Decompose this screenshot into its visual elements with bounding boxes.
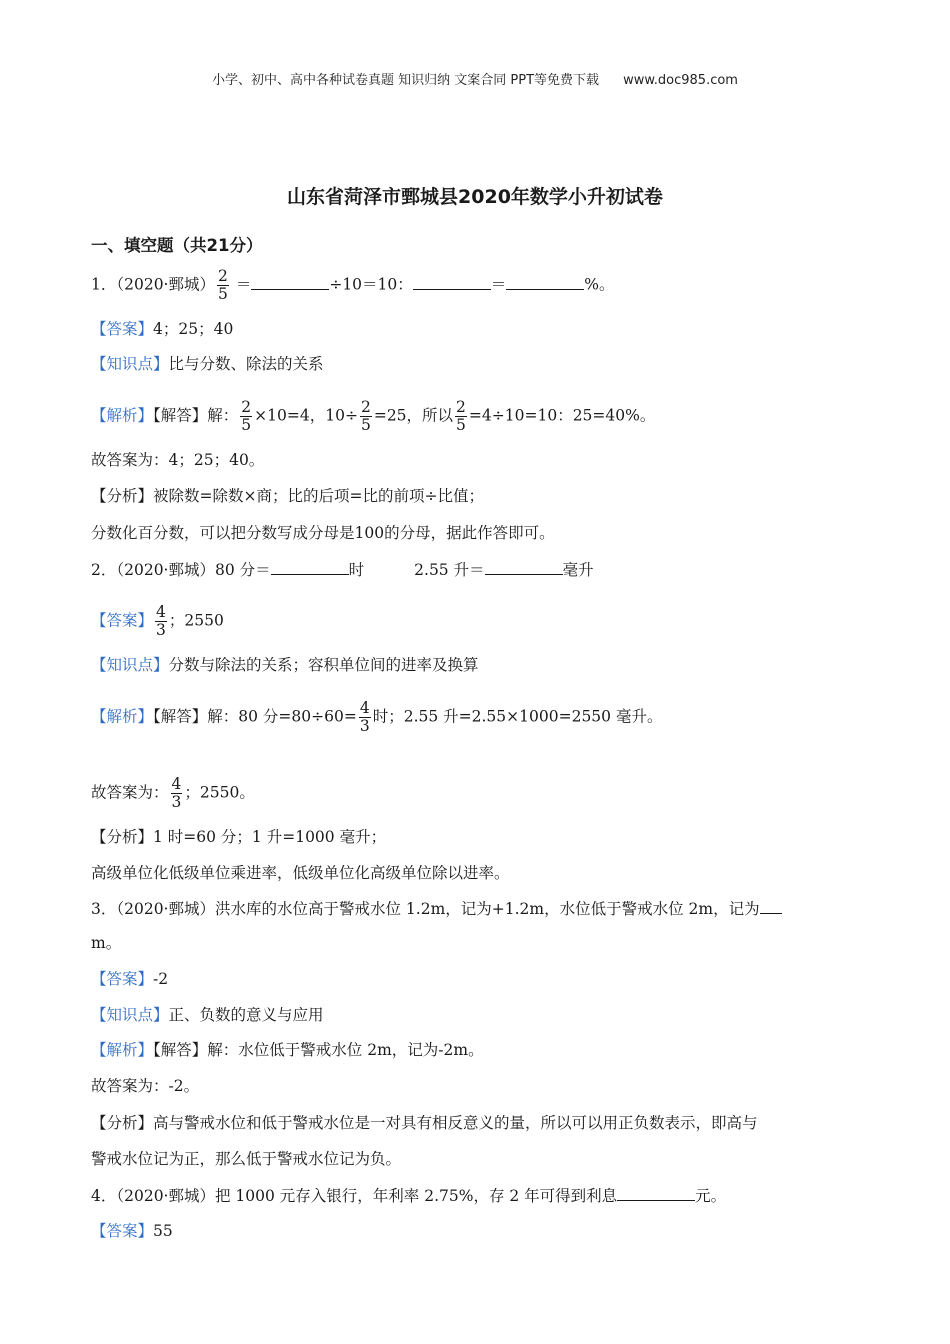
q2-answer: 【答案】 $\frac{4}{3}$ ；2550 xyxy=(91,603,224,639)
question-1: 1．（2020·鄄城） $\frac{2}{5}$ ＝ ÷10＝10： ＝ %。 xyxy=(91,267,615,303)
header-url[interactable]: www.doc985.com xyxy=(623,73,738,88)
q2-analysis-2: 高级单位化低级单位乘进率，低级单位化高级单位除以进率。 xyxy=(91,864,510,882)
q1-analysis-2: 分数化百分数，可以把分数写成分母是100的分母，据此作答即可。 xyxy=(91,524,555,542)
q3-final: 故答案为：-2。 xyxy=(91,1077,200,1095)
fraction: $\frac{2}{5}$ xyxy=(360,398,371,434)
q2-knowledge: 【知识点】分数与除法的关系；容积单位间的进率及换算 xyxy=(91,656,479,674)
q1-analysis-1: 【分析】被除数=除数×商；比的后项=比的前项÷比值； xyxy=(91,487,484,505)
q1-prefix: 1．（2020·鄄城） xyxy=(91,275,215,294)
blank[interactable] xyxy=(251,273,329,290)
q1-knowledge: 【知识点】比与分数、除法的关系 xyxy=(91,355,324,373)
blank[interactable] xyxy=(413,273,491,290)
q3-cont: m。 xyxy=(91,934,122,952)
q3-knowledge: 【知识点】正、负数的意义与应用 xyxy=(91,1006,324,1024)
q3-analysis-1: 【分析】高与警戒水位和低于警戒水位是一对具有相反意义的量，所以可以用正负数表示，即高与 xyxy=(91,1114,758,1132)
fraction: $\frac{4}{3}$ xyxy=(171,775,182,811)
q2-analysis-1: 【分析】1 时=60 分；1 升=1000 毫升； xyxy=(91,828,387,846)
fraction: $\frac{4}{3}$ xyxy=(359,699,370,735)
blank[interactable] xyxy=(485,558,563,575)
question-4: 4．（2020·鄄城）把 1000 元存入银行，年利率 2.75%，存 2 年可得到利息 元。 xyxy=(91,1184,890,1207)
section-heading: 一、填空题（共21分） xyxy=(91,236,263,255)
page-header xyxy=(0,69,950,88)
header-text: 小学、初中、高中各种试卷真题 知识归纳 文案合同 PPT等免费下载 xyxy=(212,73,600,88)
question-2: 2．（2020·鄄城）80 分＝ 时 2.55 升＝ 毫升 xyxy=(91,558,890,581)
q3-solution: 【解析】【解答】解：水位低于警戒水位 2m，记为-2m。 xyxy=(91,1041,484,1059)
q3-analysis-2: 警戒水位记为正，那么低于警戒水位记为负。 xyxy=(91,1150,402,1168)
q1-fraction: $\frac{2}{5}$ xyxy=(218,267,228,303)
q2-solution: 【解析】【解答】解：80 分=80÷60= $\frac{4}{3}$ 时；2.55 升=2.55×1000=2550 毫升。 xyxy=(91,699,663,735)
fraction: $\frac{2}{5}$ xyxy=(456,398,466,434)
fraction: $\frac{4}{3}$ xyxy=(156,603,166,639)
fraction: $\frac{2}{5}$ xyxy=(241,398,252,434)
blank[interactable] xyxy=(506,273,584,290)
blank[interactable] xyxy=(760,897,782,914)
q1-answer: 【答案】4；25；40 xyxy=(91,320,234,338)
blank[interactable] xyxy=(617,1184,695,1201)
q2-final: 故答案为： $\frac{4}{3}$ ；2550。 xyxy=(91,775,255,811)
page-title: 山东省菏泽市鄄城县2020年数学小升初试卷 xyxy=(287,186,663,208)
q4-answer: 【答案】55 xyxy=(91,1222,173,1240)
q3-answer: 【答案】-2 xyxy=(91,970,169,988)
question-3: 3．（2020·鄄城）洪水库的水位高于警戒水位 1.2m，记为+1.2m，水位低于警戒水位 2m，记为 xyxy=(91,897,890,920)
blank[interactable] xyxy=(271,558,349,575)
q1-solution: 【解析】【解答】解： $\frac{2}{5}$ ×10=4，10÷ $\frac{2}{5}$ =25，所以 $\frac{2}{5}$ =4÷10=10：25=40%。 xyxy=(91,398,656,434)
q1-final: 故答案为：4；25；40。 xyxy=(91,451,265,469)
